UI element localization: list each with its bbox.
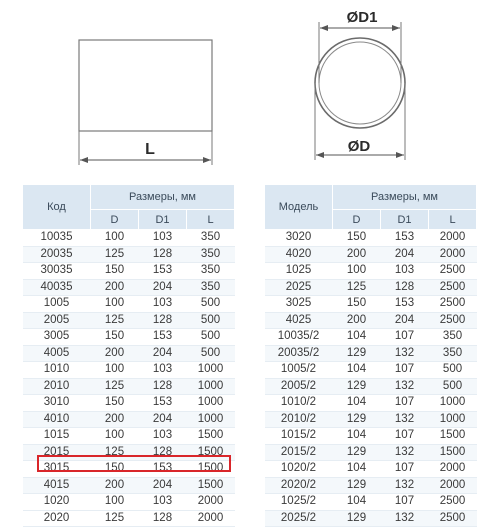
d1-cell: 128 [139,378,187,395]
code-cell: 4020 [265,246,333,263]
code-cell: 10035/2 [265,329,333,346]
code-cell: 20035/2 [265,345,333,362]
l-cell: 500 [187,296,235,313]
table-row [23,494,235,511]
code-cell: 1025/2 [265,494,333,511]
l-cell: 2000 [429,477,477,494]
d1-cell: 128 [139,444,187,461]
d-cell: 200 [333,312,381,329]
length-label: L [145,141,155,158]
d-cell: 125 [91,312,139,329]
d-cell: 129 [333,345,381,362]
code-cell: 2015/2 [265,444,333,461]
dims-header: Размеры, мм [91,185,235,210]
l-cell: 1000 [187,378,235,395]
code-cell: 2025 [265,279,333,296]
code-cell: 1005 [23,296,91,313]
code-cell: 2025/2 [265,510,333,527]
code-cell: 2010 [23,378,91,395]
code-cell: 30035 [23,263,91,280]
d1-cell: 204 [139,345,187,362]
l-cell: 350 [429,329,477,346]
l-cell: 1500 [429,444,477,461]
d1-cell: 128 [139,312,187,329]
d1-cell: 107 [381,461,429,478]
d1-cell: 103 [139,494,187,511]
code-cell: 1005/2 [265,362,333,379]
outer-diameter-label: ØD [347,138,371,155]
d-cell: 125 [91,510,139,527]
d1-cell: 204 [381,246,429,263]
table-row [23,296,235,313]
d1-cell: 107 [381,428,429,445]
d1-cell: 153 [381,230,429,247]
dims-header: Размеры, мм [333,185,477,210]
table-row [265,345,477,362]
code-cell: 4005 [23,345,91,362]
d1-cell: 204 [139,279,187,296]
table-row [23,428,235,445]
d-cell: 104 [333,395,381,412]
d-cell: 104 [333,428,381,445]
d1-cell: 153 [139,461,187,478]
highlighted-row-box [37,455,231,472]
l-cell: 2500 [429,279,477,296]
d-cell: 104 [333,461,381,478]
l-cell: 350 [187,279,235,296]
code-cell: 1010 [23,362,91,379]
code-cell: 2015 [23,444,91,461]
l-cell: 350 [429,345,477,362]
code-cell: 1015/2 [265,428,333,445]
d-cell: 150 [91,329,139,346]
table-row [265,279,477,296]
code-cell: 1015 [23,428,91,445]
code-cell: 2020/2 [265,477,333,494]
table-row [265,428,477,445]
l-cell: 1500 [187,428,235,445]
d-cell: 100 [91,362,139,379]
d1-cell: 204 [381,312,429,329]
l-cell: 2500 [429,296,477,313]
table-row [265,263,477,280]
spec-table-right [264,184,477,527]
d-cell: 200 [91,411,139,428]
table-row [265,362,477,379]
code-cell: 4015 [23,477,91,494]
code-cell: 1020 [23,494,91,511]
d1-cell: 103 [139,362,187,379]
code-cell: 3005 [23,329,91,346]
d-cell: 125 [91,378,139,395]
d-cell: 200 [91,345,139,362]
table-row [265,411,477,428]
table-row [23,230,235,247]
l-cell: 1500 [429,428,477,445]
code-cell: 3015 [23,461,91,478]
l-cell: 350 [187,230,235,247]
l-cell: 1000 [187,362,235,379]
duct-technical-drawing [0,0,500,180]
d-cell: 104 [333,329,381,346]
l-cell: 500 [429,378,477,395]
l-cell: 2000 [429,230,477,247]
code-cell: 2010/2 [265,411,333,428]
table-row [23,510,235,527]
d-cell: 104 [333,362,381,379]
l-cell: 1000 [187,411,235,428]
table-row [265,444,477,461]
table-row [265,395,477,412]
table-row [265,494,477,511]
l-cell: 1000 [187,395,235,412]
table-row [23,395,235,412]
d-cell: 100 [91,494,139,511]
l-cell: 2000 [187,494,235,511]
code-header: Код [23,185,91,230]
d1-cell: 103 [381,263,429,280]
d-cell: 129 [333,411,381,428]
col-d-header: D [333,210,381,230]
table-row [23,263,235,280]
d-cell: 125 [333,279,381,296]
l-cell: 2500 [429,494,477,511]
d-cell: 150 [333,296,381,313]
d1-cell: 107 [381,362,429,379]
l-cell: 350 [187,246,235,263]
table-row [265,246,477,263]
d-cell: 100 [91,230,139,247]
l-cell: 1000 [429,411,477,428]
d1-cell: 153 [139,395,187,412]
col-d1-header: D1 [381,210,429,230]
l-cell: 2000 [187,510,235,527]
table-row [265,230,477,247]
table-row [265,378,477,395]
d1-cell: 132 [381,477,429,494]
col-l-header: L [187,210,235,230]
d-cell: 100 [333,263,381,280]
d-cell: 100 [91,428,139,445]
d-cell: 129 [333,510,381,527]
l-cell: 2000 [429,246,477,263]
code-cell: 1025 [265,263,333,280]
d1-cell: 128 [139,246,187,263]
l-cell: 500 [429,362,477,379]
l-cell: 1500 [187,444,235,461]
d-cell: 200 [91,279,139,296]
inner-diameter-label: ØD1 [346,9,378,26]
d-cell: 129 [333,477,381,494]
l-cell: 2000 [429,461,477,478]
code-cell: 2020 [23,510,91,527]
duct-side-view [79,40,212,131]
table-row [265,329,477,346]
code-cell: 4010 [23,411,91,428]
l-cell: 2500 [429,312,477,329]
d1-cell: 204 [139,477,187,494]
d-cell: 100 [91,296,139,313]
l-cell: 1500 [187,477,235,494]
col-d1-header: D1 [139,210,187,230]
d-cell: 150 [91,395,139,412]
table-row [265,477,477,494]
table-row [23,378,235,395]
col-d-header: D [91,210,139,230]
d1-cell: 103 [139,296,187,313]
l-cell: 500 [187,329,235,346]
table-row [23,312,235,329]
l-cell: 2500 [429,510,477,527]
table-row [265,461,477,478]
table-row [23,477,235,494]
d-cell: 125 [91,246,139,263]
table-row [265,296,477,313]
code-cell: 3020 [265,230,333,247]
d1-cell: 153 [381,296,429,313]
duct-end-view-inner [319,42,401,124]
table-row [23,279,235,296]
table-row [265,312,477,329]
l-cell: 350 [187,263,235,280]
table-row [23,246,235,263]
d1-cell: 132 [381,444,429,461]
d1-cell: 153 [139,263,187,280]
code-cell: 4025 [265,312,333,329]
l-cell: 2500 [429,263,477,280]
d-cell: 129 [333,444,381,461]
d-cell: 125 [91,444,139,461]
d1-cell: 132 [381,378,429,395]
d1-cell: 107 [381,395,429,412]
d1-cell: 204 [139,411,187,428]
d1-cell: 128 [139,510,187,527]
code-cell: 10035 [23,230,91,247]
d1-cell: 107 [381,329,429,346]
l-cell: 500 [187,312,235,329]
d1-cell: 153 [139,329,187,346]
d1-cell: 128 [381,279,429,296]
d-cell: 129 [333,378,381,395]
d1-cell: 107 [381,494,429,511]
d1-cell: 103 [139,230,187,247]
l-cell: 500 [187,345,235,362]
spec-table-left [22,184,235,527]
table-row [23,411,235,428]
code-cell: 3025 [265,296,333,313]
code-cell: 2005 [23,312,91,329]
d1-cell: 103 [139,428,187,445]
col-l-header: L [429,210,477,230]
d-cell: 150 [333,230,381,247]
code-cell: 3010 [23,395,91,412]
code-cell: 1020/2 [265,461,333,478]
d-cell: 200 [333,246,381,263]
d-cell: 104 [333,494,381,511]
table-row [23,345,235,362]
table-row [23,362,235,379]
l-cell: 1500 [187,461,235,478]
d1-cell: 132 [381,510,429,527]
d1-cell: 132 [381,411,429,428]
model-header: Модель [265,185,333,230]
code-cell: 40035 [23,279,91,296]
d-cell: 150 [91,263,139,280]
code-cell: 2005/2 [265,378,333,395]
table-row [23,329,235,346]
code-cell: 1010/2 [265,395,333,412]
d1-cell: 132 [381,345,429,362]
l-cell: 1000 [429,395,477,412]
table-row [265,510,477,527]
d-cell: 200 [91,477,139,494]
code-cell: 20035 [23,246,91,263]
d-cell: 150 [91,461,139,478]
